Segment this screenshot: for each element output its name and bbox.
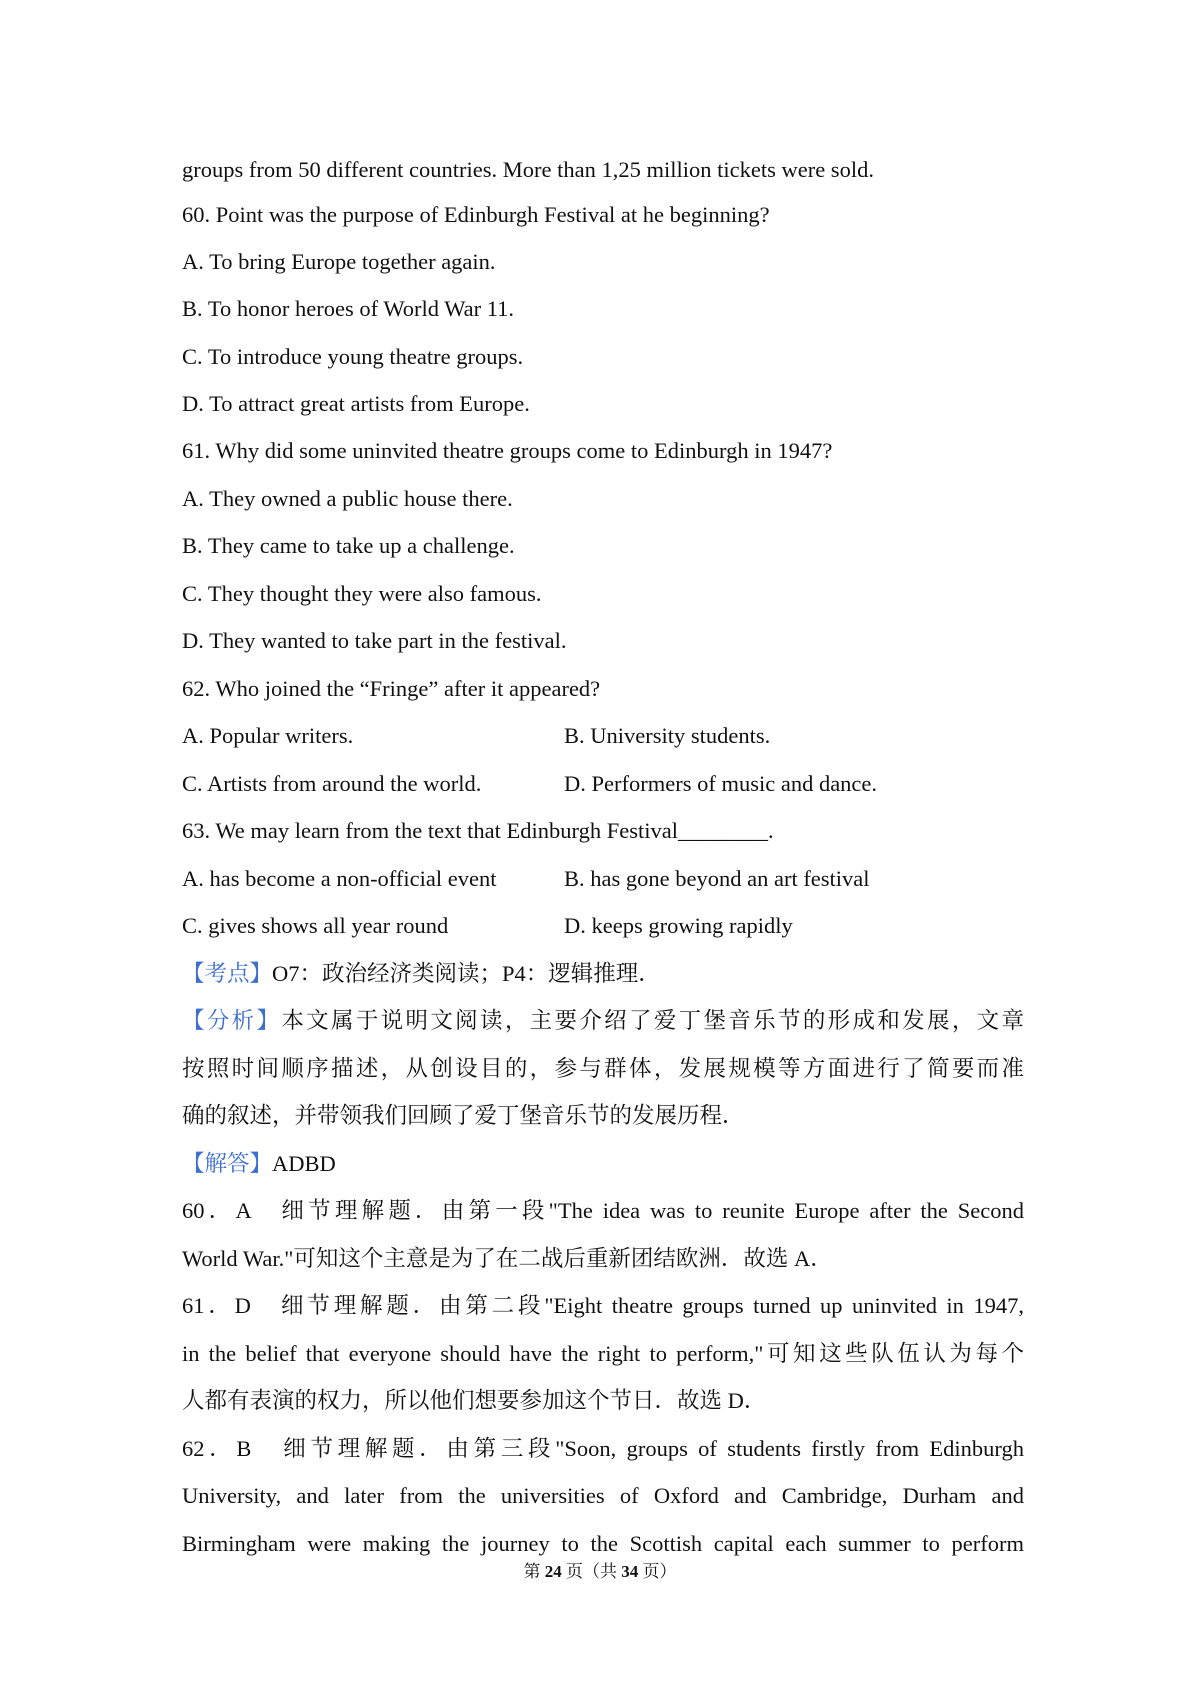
kaodian-text: O7：政治经济类阅读；P4：逻辑推理． bbox=[272, 961, 661, 986]
option-63-d: D. keeps growing rapidly bbox=[564, 913, 793, 938]
option-61-d: D. They wanted to take part in the festival. bbox=[182, 628, 567, 653]
kaodian-tag: 【考点】 bbox=[182, 961, 273, 986]
explain-62-line-1: 62．B 细节理解题．由第三段"Soon, groups of students firstly from Edinburgh bbox=[182, 1436, 1024, 1461]
kaodian-line bbox=[182, 959, 661, 989]
option-61-c: C. They thought they were also famous. bbox=[182, 581, 542, 606]
option-60-a: A. To bring Europe together again. bbox=[182, 249, 496, 274]
fenxi-tag: 【分析】 bbox=[182, 1008, 282, 1033]
explain-62-line-3: Birmingham were making the journey to the Scottish capital each summer to perform bbox=[182, 1531, 1024, 1556]
footer-text: 页（共 bbox=[561, 1562, 622, 1581]
fenxi-line-1 bbox=[182, 1006, 1024, 1036]
total-page-number: 34 bbox=[621, 1562, 639, 1581]
fenxi-line-3: 确的叙述，并带领我们回顾了爱丁堡音乐节的发展历程． bbox=[182, 1103, 745, 1128]
option-60-c: C. To introduce young theatre groups. bbox=[182, 344, 524, 369]
fenxi-text-1: 本文属于说明文阅读，主要介绍了爱丁堡音乐节的形成和发展，文章 bbox=[281, 1008, 1024, 1033]
page-footer bbox=[0, 1560, 1200, 1584]
option-63-a: A. has become a non-official event bbox=[182, 866, 497, 891]
footer-text: 页） bbox=[638, 1562, 677, 1581]
explain-60-line-2: World War."可知这个主意是为了在二战后重新团结欧洲．故选 A． bbox=[182, 1246, 833, 1271]
question-62: 62. Who joined the “Fringe” after it appeared? bbox=[182, 676, 601, 701]
option-61-b: B. They came to take up a challenge. bbox=[182, 533, 515, 558]
option-62-b: B. University students. bbox=[564, 723, 771, 748]
explain-62-line-2: University, and later from the universities of Oxford and Cambridge, Durham and bbox=[182, 1483, 1024, 1508]
option-61-a: A. They owned a public house there. bbox=[182, 486, 513, 511]
question-63: 63. We may learn from the text that Edinburgh Festival________. bbox=[182, 818, 774, 843]
jieda-tag: 【解答】 bbox=[182, 1151, 273, 1176]
question-60: 60. Point was the purpose of Edinburgh Festival at he beginning? bbox=[182, 202, 770, 227]
option-62-d: D. Performers of music and dance. bbox=[564, 771, 878, 796]
option-63-c: C. gives shows all year round bbox=[182, 913, 449, 938]
fenxi-line-2: 按照时间顺序描述，从创设目的，参与群体，发展规模等方面进行了简要而准 bbox=[182, 1056, 1024, 1081]
explain-60-line-1: 60．A 细节理解题．由第一段"The idea was to reunite Europe after the Second bbox=[182, 1198, 1024, 1223]
option-60-b: B. To honor heroes of World War 11. bbox=[182, 296, 515, 321]
option-62-a: A. Popular writers. bbox=[182, 723, 354, 748]
option-60-d: D. To attract great artists from Europe. bbox=[182, 391, 530, 416]
option-63-b: B. has gone beyond an art festival bbox=[564, 866, 870, 891]
current-page-number: 24 bbox=[544, 1562, 562, 1581]
explain-61-line-1: 61．D 细节理解题．由第二段"Eight theatre groups turned up uninvited in 1947, bbox=[182, 1293, 1024, 1318]
explain-61-line-2: in the belief that everyone should have the right to perform,"可知这些队伍认为每个 bbox=[182, 1341, 1024, 1366]
option-row bbox=[182, 864, 870, 894]
option-row bbox=[182, 911, 793, 941]
question-61: 61. Why did some uninvited theatre groups come to Edinburgh in 1947? bbox=[182, 438, 833, 463]
explain-61-line-3: 人都有表演的权力，所以他们想要参加这个节日．故选 D． bbox=[182, 1388, 767, 1413]
option-row bbox=[182, 769, 878, 799]
jieda-answer: ADBD bbox=[272, 1151, 336, 1176]
jieda-line bbox=[182, 1149, 336, 1179]
option-row bbox=[182, 721, 771, 751]
option-62-c: C. Artists from around the world. bbox=[182, 771, 482, 796]
passage-line: groups from 50 different countries. More than 1,25 million tickets were sold. bbox=[182, 157, 874, 182]
footer-text: 第 bbox=[523, 1562, 545, 1581]
